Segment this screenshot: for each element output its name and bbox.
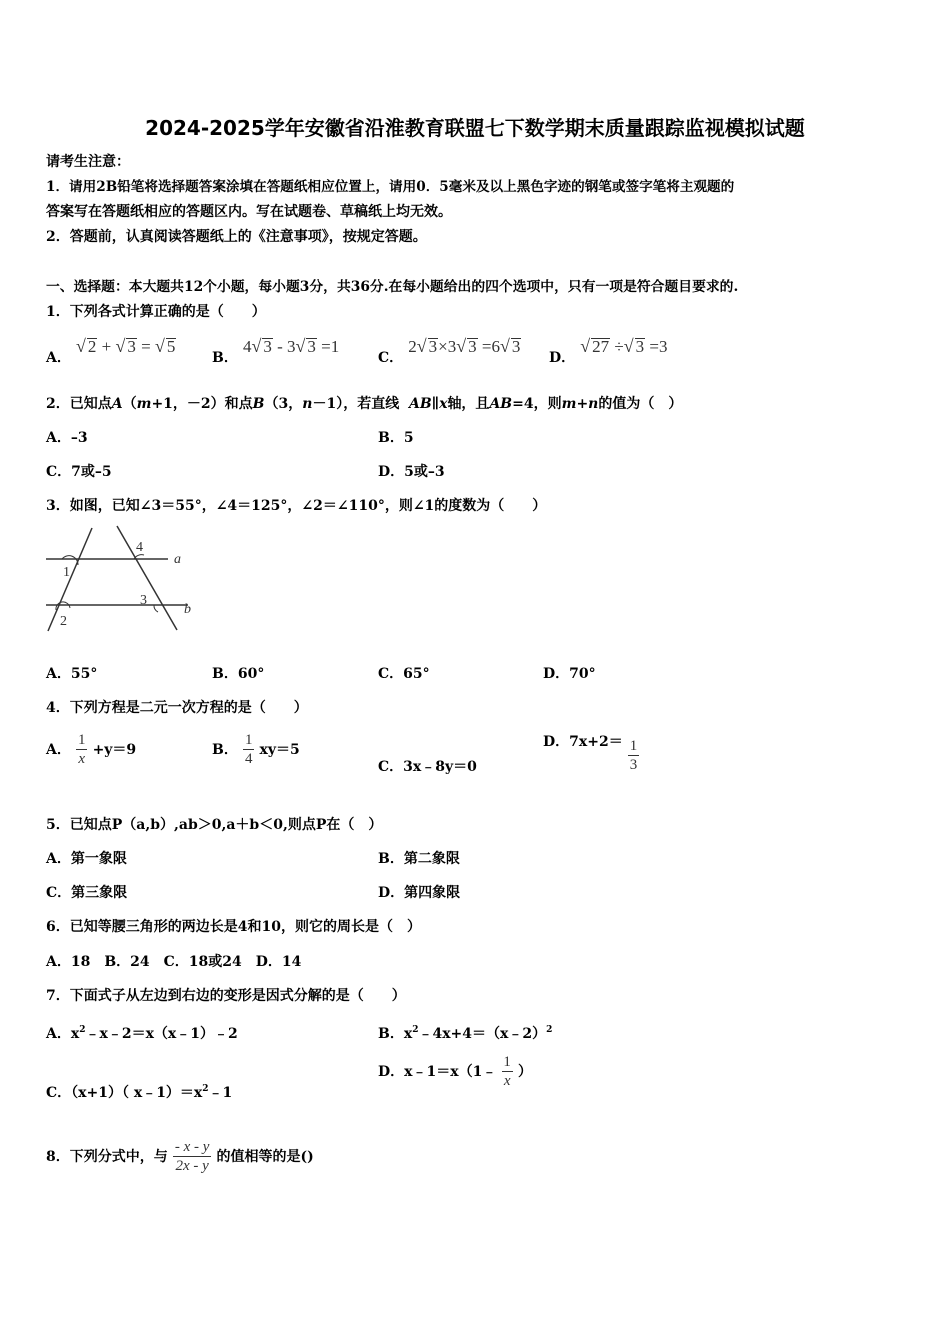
radicand: 3 <box>635 337 645 356</box>
q3-option-a: A．55° <box>46 666 98 682</box>
label-line-a: a <box>174 552 181 567</box>
q1-option-a <box>46 336 176 367</box>
q2-option-b: B．5 <box>378 430 414 446</box>
radicand: 5 <box>166 337 176 356</box>
q7-option-b: B．$x^2﹣4x+4=(x﹣2)^2$ <box>378 1025 553 1042</box>
transversal-left <box>48 528 92 631</box>
option-text: 7x+2＝ <box>569 734 623 750</box>
notice-line-1a: 1．请用2B铅笔将选择题答案涂填在答题纸相应位置上，请用0．5毫米及以上黑色字迹的钢笔或签字笔将主观题的 <box>46 179 735 195</box>
q6-options: A．18 B．24 C．18或24 D．14 <box>46 954 302 970</box>
q5-option-c: C．第三象限 <box>46 885 128 901</box>
label-angle-2: 2 <box>60 614 67 629</box>
q3-option-b: B．60° <box>212 666 265 682</box>
label-angle-1: 1 <box>63 565 70 580</box>
radicand: 3 <box>127 337 136 356</box>
coefficient: 2 <box>408 337 417 356</box>
question-3-stem: 3．如图，已知∠3＝55°，∠4＝125°，∠2＝∠110°，则∠1的度数为（ ） <box>46 498 547 514</box>
fraction: $\frac{1}{3}$ <box>629 738 638 773</box>
notice-line-1b: 答案写在答题纸相应的答题区内。写在试题卷、草稿纸上均无效。 <box>46 204 452 220</box>
transversal-right <box>117 526 177 630</box>
option-text: xy＝5 <box>259 742 300 758</box>
option-label: A． <box>46 742 71 758</box>
page-title: 2024-2025学年安徽省沿淮教育联盟七下数学期末质量跟踪监视模拟试题 <box>145 116 805 140</box>
q4-option-d <box>543 731 639 774</box>
q4-option-b <box>212 731 300 768</box>
fraction: $\frac{- x - y}{2x - y}$ <box>174 1139 210 1174</box>
parallel-lines-figure <box>40 524 210 636</box>
q4-option-c: C．3x﹣8y＝0 <box>378 759 477 775</box>
q1-option-d <box>549 336 667 367</box>
operator: + <box>101 337 112 356</box>
stem-text: 的值相等的是() <box>216 1149 314 1165</box>
fraction: $\frac{1}{x}$ <box>503 1054 511 1089</box>
option-label: A． <box>46 350 71 366</box>
option-label: D． <box>378 1064 405 1080</box>
operator: ÷ <box>614 337 624 356</box>
option-label: B． <box>212 350 238 366</box>
q2-option-d: D．5或–3 <box>378 464 445 480</box>
option-label: C． <box>378 350 404 366</box>
option-label: D． <box>549 350 576 366</box>
equals: = <box>141 337 151 356</box>
radicand: 3 <box>468 337 477 356</box>
question-4-stem: 4．下列方程是二元一次方程的是（ ） <box>46 700 308 716</box>
label-angle-4: 4 <box>136 540 143 555</box>
q7-option-d <box>378 1053 532 1090</box>
math-expression: 2√ 3×3√ 3 =6√ 3 <box>408 336 521 356</box>
q1-option-b <box>212 336 339 367</box>
section-heading-choice: 一、选择题：本大题共12个小题，每小题3分，共36分.在每小题给出的四个选项中，只有一项是符合题目要求的. <box>46 279 739 295</box>
label-line-b: b <box>184 602 191 617</box>
operator: - 3 <box>277 337 296 356</box>
q7-option-c: C．（x+1）（ $x﹣1)=x^2﹣1$ <box>46 1084 233 1101</box>
angle-arc-3 <box>154 605 158 612</box>
question-2-stem: 2．已知点A（m+1，－2）和点B（3，n－1），若直线 AB∥x轴，且AB=4，则m+n的值为（ ） <box>46 396 683 412</box>
stem-text: 8．下列分式中，与 <box>46 1149 168 1165</box>
q4-option-a <box>46 731 136 768</box>
coefficient: 4 <box>242 337 252 356</box>
option-text: x﹣1＝x（1﹣ <box>404 1064 497 1080</box>
q5-option-d: D．第四象限 <box>378 885 461 901</box>
q2-option-c: C．7或–5 <box>46 464 112 480</box>
math-expression: √ 2 + √ 3 = √ 5 <box>75 336 176 356</box>
q5-option-a: A．第一象限 <box>46 851 127 867</box>
q5-option-b: B．第二象限 <box>378 851 460 867</box>
equals: =3 <box>649 337 668 356</box>
operator: ×3 <box>438 337 457 356</box>
radicand: 3 <box>511 337 521 356</box>
angle-arc-1 <box>62 556 78 565</box>
question-1-stem: 1．下列各式计算正确的是（ ） <box>46 304 266 320</box>
q3-option-d: D．70° <box>543 666 596 682</box>
notice-heading: 请考生注意： <box>46 154 130 170</box>
question-5-stem: 5．已知点P（a,b）,ab＞0,a＋b＜0,则点P在（ ） <box>46 817 383 833</box>
question-6-stem: 6．已知等腰三角形的两边长是4和10，则它的周长是（ ） <box>46 919 421 935</box>
label-angle-3: 3 <box>140 593 147 608</box>
radicand: 2 <box>87 337 97 356</box>
question-7-stem: 7．下面式子从左边到右边的变形是因式分解的是（ ） <box>46 988 406 1004</box>
q3-option-c: C．65° <box>378 666 430 682</box>
question-8-stem <box>46 1138 314 1175</box>
option-label: B． <box>212 742 238 758</box>
radicand: 3 <box>428 337 438 356</box>
equals: =1 <box>321 337 340 356</box>
option-text: ） <box>518 1064 533 1080</box>
fraction: $\frac{1}{4}$ <box>244 732 253 767</box>
q1-option-c <box>378 336 521 367</box>
fraction: $\frac{1}{x}$ <box>77 732 86 767</box>
radicand: 27 <box>592 337 610 356</box>
q7-option-a: A．$x^2﹣x﹣2=x(x﹣1)﹣2$ <box>46 1025 238 1042</box>
radicand: 3 <box>307 337 316 356</box>
notice-line-2: 2．答题前，认真阅读答题纸上的《注意事项》，按规定答题。 <box>46 229 427 245</box>
option-text: +y＝9 <box>92 742 137 758</box>
equals: =6 <box>481 337 500 356</box>
radicand: 3 <box>263 337 272 356</box>
math-expression: 4√ 3 - 3√ 3 =1 <box>242 336 340 356</box>
option-label: D． <box>543 734 570 750</box>
math-expression: √ 27 ÷√ 3 =3 <box>580 336 668 356</box>
q2-option-a: A．–3 <box>46 430 88 446</box>
